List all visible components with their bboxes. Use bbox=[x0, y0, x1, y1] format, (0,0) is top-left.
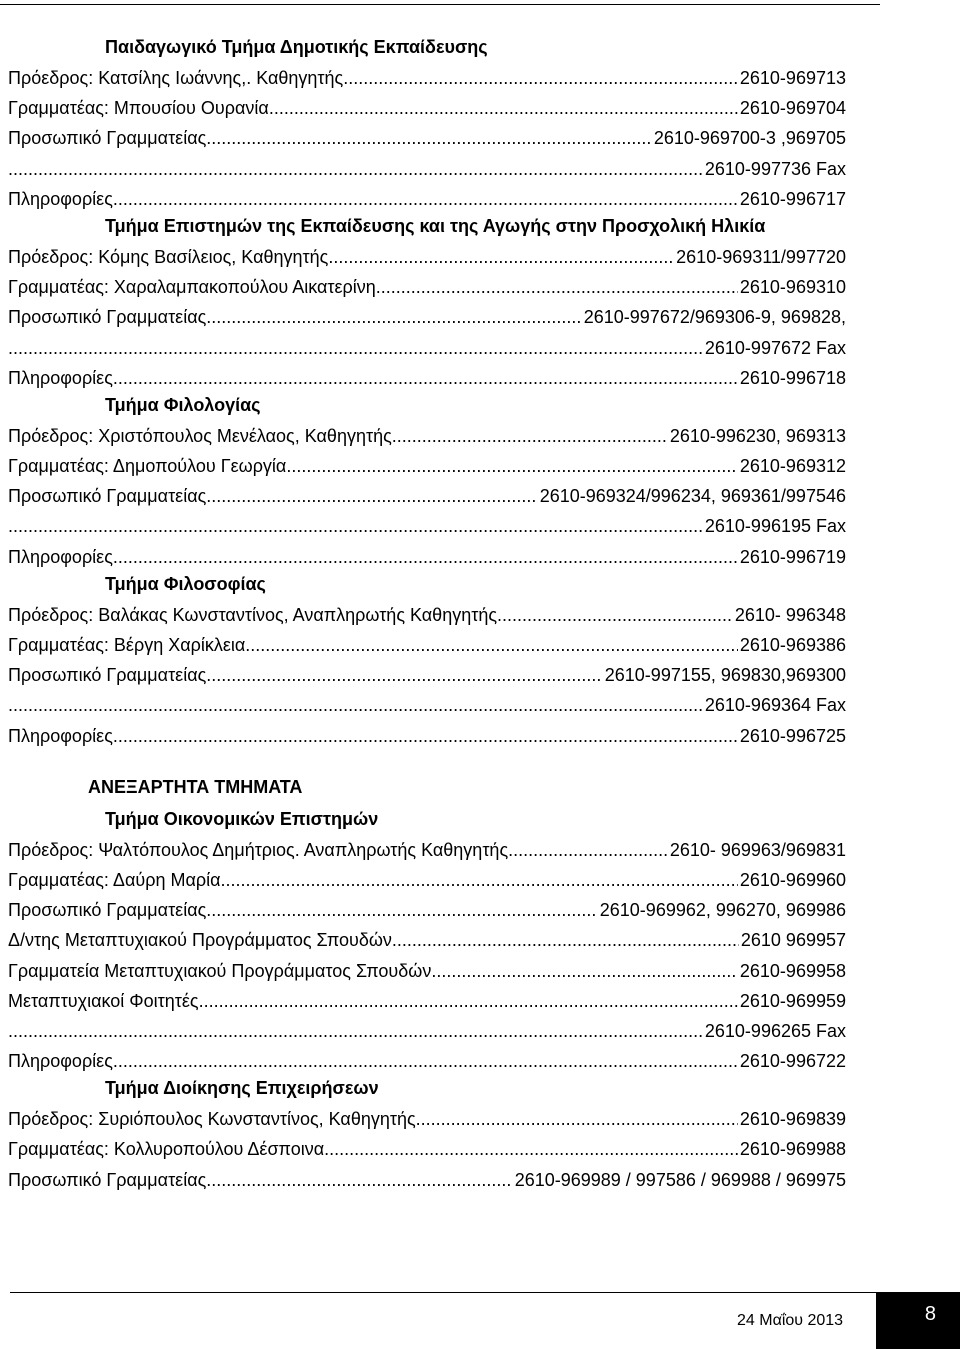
contact-label: Γραμματέας: Βέργη Χαρίκλεια bbox=[8, 635, 246, 655]
dot-leader bbox=[431, 956, 738, 986]
contact-label: Πληροφορίες bbox=[8, 546, 113, 567]
directory-row bbox=[8, 511, 846, 541]
department-heading: Παιδαγωγικό Τμήμα Δημοτικής Εκπαίδευσης bbox=[105, 37, 488, 57]
directory-row bbox=[8, 154, 846, 184]
dot-leader bbox=[8, 690, 703, 720]
phone-number: 2610-969839 bbox=[739, 1109, 846, 1130]
phone-number: 2610- 969963/969831 bbox=[669, 839, 846, 860]
phone-number: 2610-969324/996234, 969361/997546 bbox=[539, 486, 846, 507]
phone-number: 2610-969713 bbox=[739, 68, 846, 88]
phone-number: 2610- 996348 bbox=[734, 604, 846, 625]
directory-row bbox=[8, 1134, 846, 1164]
phone-number: 2610-996722 bbox=[739, 1051, 846, 1072]
phone-number: 2610-969364 Fax bbox=[704, 695, 846, 716]
contact-label: Προσωπικό Γραμματείας bbox=[8, 128, 207, 149]
section-title: ΑΝΕΞΑΡΤΗΤΑ ΤΜΗΜΑΤΑ bbox=[88, 776, 303, 797]
dot-leader bbox=[206, 123, 652, 153]
contact-label: Γραμματεία Μεταπτυχιακού Προγράμματος Σπουδών bbox=[8, 960, 432, 981]
directory-row bbox=[8, 184, 846, 214]
contact-label: Πληροφορίες bbox=[8, 1051, 113, 1072]
phone-number: 2610-969700-3 ,969705 bbox=[653, 128, 846, 149]
directory-row bbox=[8, 986, 846, 1016]
dot-leader bbox=[199, 986, 738, 1016]
footer-rule bbox=[10, 1292, 876, 1293]
phone-number: 2610-969704 bbox=[739, 98, 846, 119]
contact-label: Πρόεδρος: Κόμης Βασίλειος, Καθηγητής bbox=[8, 246, 329, 267]
phone-number: 2610-969386 bbox=[739, 635, 846, 655]
dot-leader bbox=[113, 184, 738, 214]
contact-label: Πληροφορίες bbox=[8, 725, 113, 746]
phone-number: 2610-996725 bbox=[739, 725, 846, 746]
phone-number: 2610-996265 Fax bbox=[704, 1020, 846, 1041]
dot-leader bbox=[286, 451, 738, 481]
department-heading: Τμήμα Διοίκησης Επιχειρήσεων bbox=[105, 1078, 379, 1099]
page-number: 8 bbox=[924, 1303, 936, 1325]
directory-row bbox=[8, 451, 846, 481]
phone-number: 2610-997672 Fax bbox=[704, 337, 846, 358]
dot-leader bbox=[392, 925, 739, 955]
contact-label: Πρόεδρος: Βαλάκας Κωνσταντίνος, Αναπληρωτής Καθηγητής bbox=[8, 604, 498, 625]
phone-number: 2610-969958 bbox=[739, 960, 846, 981]
dot-leader bbox=[206, 302, 581, 332]
contact-label: Πρόεδρος: Κατσίλης Ιωάννης,. Καθηγητής bbox=[8, 68, 344, 88]
directory-row bbox=[8, 721, 846, 751]
department-heading: Τμήμα Φιλολογίας bbox=[105, 394, 261, 415]
dot-leader bbox=[8, 154, 703, 184]
phone-number: 2610-996230, 969313 bbox=[669, 425, 846, 446]
dot-leader bbox=[113, 363, 738, 393]
phone-number: 2610-969310 bbox=[739, 277, 846, 298]
department-heading: Τμήμα Επιστημών της Εκπαίδευσης και της Αγωγής στην Προσχολική Ηλικία bbox=[105, 215, 766, 236]
dot-leader bbox=[113, 721, 738, 751]
footer-date: 24 Μαΐου 2013 bbox=[737, 1312, 844, 1329]
contact-label: Μεταπτυχιακοί Φοιτητές bbox=[8, 990, 199, 1011]
directory-row bbox=[8, 1016, 846, 1046]
directory-row bbox=[8, 690, 846, 720]
contact-label: Πληροφορίες bbox=[8, 367, 113, 388]
department-heading: Τμήμα Φιλοσοφίας bbox=[105, 573, 266, 594]
directory-content bbox=[8, 37, 846, 1195]
phone-number: 2610-969989 / 997586 / 969988 / 969975 bbox=[514, 1169, 846, 1190]
phone-number: 2610-969988 bbox=[739, 1139, 846, 1160]
directory-row bbox=[8, 660, 846, 690]
directory-row bbox=[8, 1165, 846, 1195]
dot-leader bbox=[8, 511, 703, 541]
phone-number: 2610-997736 Fax bbox=[704, 158, 846, 179]
phone-number: 2610-969312 bbox=[739, 456, 846, 477]
directory-row bbox=[8, 123, 846, 153]
dot-leader bbox=[328, 242, 674, 272]
directory-row bbox=[8, 333, 846, 363]
header-rule bbox=[0, 4, 880, 5]
directory-row bbox=[8, 363, 846, 393]
directory-row bbox=[8, 272, 846, 302]
contact-label: Γραμματέας: Χαραλαμπακοπούλου Αικατερίνη bbox=[8, 277, 376, 298]
dot-leader bbox=[392, 421, 668, 451]
contact-label: Γραμματέας: Μπουσίου Ουρανία bbox=[8, 98, 269, 119]
dot-leader bbox=[221, 865, 738, 895]
contact-label: Πρόεδρος: Συριόπουλος Κωνσταντίνος, Καθηγητής bbox=[8, 1109, 416, 1130]
phone-number: 2610 969957 bbox=[740, 930, 846, 951]
phone-number: 2610-996195 Fax bbox=[704, 516, 846, 537]
contact-label: Πληροφορίες bbox=[8, 188, 113, 209]
department-heading: Τμήμα Οικονομικών Επιστημών bbox=[105, 808, 379, 829]
directory-row bbox=[8, 63, 846, 93]
dot-leader bbox=[416, 1104, 738, 1134]
directory-row bbox=[8, 600, 846, 630]
contact-label: Πρόεδρος: Χριστόπουλος Μενέλαος, Καθηγητής bbox=[8, 425, 392, 446]
dot-leader bbox=[8, 1016, 703, 1046]
phone-number: 2610-969962, 996270, 969986 bbox=[599, 900, 846, 921]
phone-number: 2610-969960 bbox=[739, 869, 846, 890]
dot-leader bbox=[343, 63, 738, 93]
dot-leader bbox=[497, 600, 733, 630]
contact-label: Προσωπικό Γραμματείας bbox=[8, 1169, 207, 1190]
contact-label: Προσωπικό Γραμματείας bbox=[8, 900, 207, 921]
dot-leader bbox=[245, 630, 738, 660]
directory-row bbox=[8, 956, 846, 986]
contact-label: Πρόεδρος: Ψαλτόπουλος Δημήτριος. Αναπληρωτής Καθηγητής bbox=[8, 839, 509, 860]
directory-row bbox=[8, 630, 846, 660]
phone-number: 2610-997155, 969830,969300 bbox=[604, 665, 846, 686]
contact-label: Προσωπικό Γραμματείας bbox=[8, 665, 207, 686]
dot-leader bbox=[206, 1165, 512, 1195]
directory-row bbox=[8, 421, 846, 451]
contact-label: Γραμματέας: Δαύρη Μαρία bbox=[8, 869, 221, 890]
phone-number: 2610-969959 bbox=[739, 990, 846, 1011]
directory-row bbox=[8, 835, 846, 865]
directory-row bbox=[8, 1104, 846, 1134]
contact-label: Γραμματέας: Δημοπούλου Γεωργία bbox=[8, 456, 287, 477]
dot-leader bbox=[508, 835, 668, 865]
directory-row bbox=[8, 1046, 846, 1076]
contact-label: Προσωπικό Γραμματείας bbox=[8, 486, 207, 507]
directory-row bbox=[8, 302, 846, 332]
contact-label: Δ/ντης Μεταπτυχιακού Προγράμματος Σπουδών bbox=[8, 930, 392, 951]
directory-row bbox=[8, 895, 846, 925]
phone-number: 2610-996717 bbox=[739, 188, 846, 209]
directory-row bbox=[8, 865, 846, 895]
contact-label: Προσωπικό Γραμματείας bbox=[8, 307, 207, 328]
directory-row bbox=[8, 93, 846, 123]
dot-leader bbox=[269, 93, 738, 123]
dot-leader bbox=[113, 1046, 738, 1076]
phone-number: 2610-996719 bbox=[739, 546, 846, 567]
dot-leader bbox=[206, 895, 597, 925]
directory-row bbox=[8, 481, 846, 511]
directory-row bbox=[8, 542, 846, 572]
phone-number: 2610-969311/997720 bbox=[676, 246, 846, 267]
phone-number: 2610-996718 bbox=[739, 367, 846, 388]
dot-leader bbox=[8, 333, 703, 363]
page-number-box bbox=[876, 1292, 960, 1349]
dot-leader bbox=[206, 660, 602, 690]
directory-row bbox=[8, 242, 846, 272]
contact-label: Γραμματέας: Κολλυροπούλου Δέσποινα bbox=[8, 1139, 325, 1160]
dot-leader bbox=[206, 481, 537, 511]
dot-leader bbox=[324, 1134, 738, 1164]
dot-leader bbox=[113, 542, 738, 572]
directory-row bbox=[8, 925, 846, 955]
dot-leader bbox=[376, 272, 738, 302]
phone-number: 2610-997672/969306-9, 969828, bbox=[583, 307, 846, 328]
